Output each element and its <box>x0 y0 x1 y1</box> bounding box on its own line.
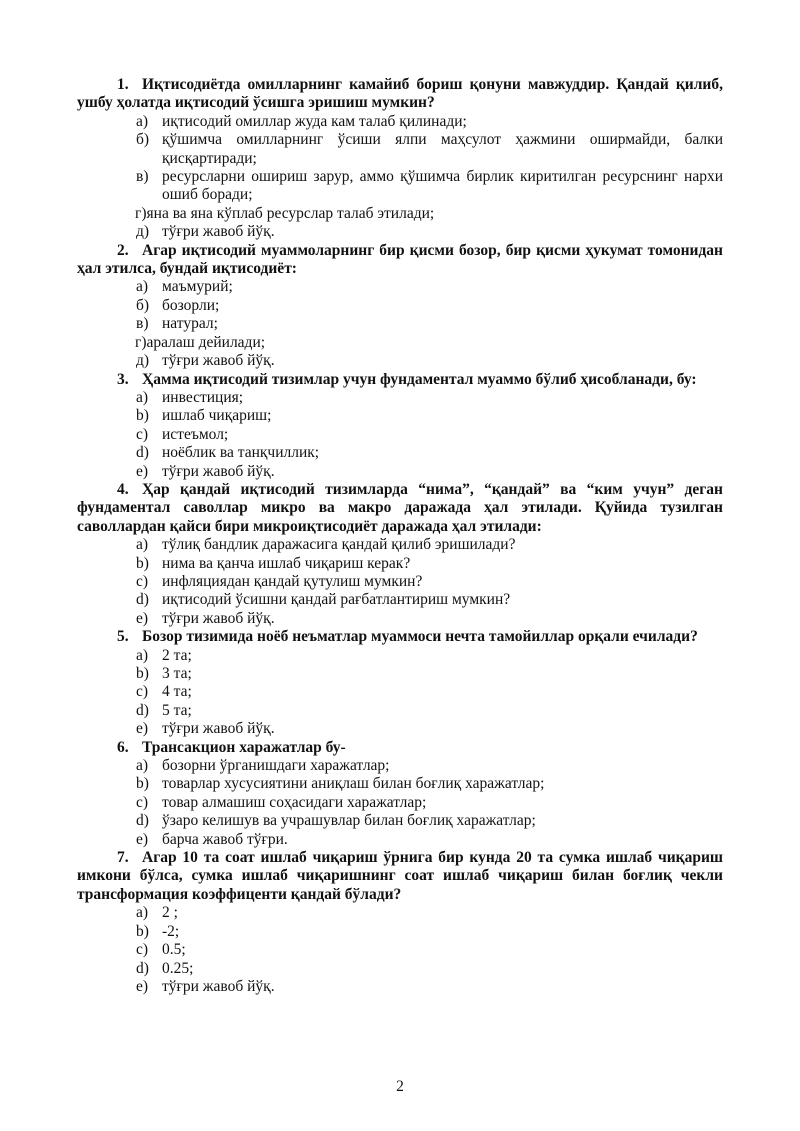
question-body: Ҳар қандай иқтисодий тизимларда “нима”, “қандай” ва “ким учун” деган фундаментал саволлар микро ва макро даражада ҳал этилади. Қуйида тузилган саволлардан қайси бири микроиқтисодиёт даражада ҳал этилади: <box>77 480 723 535</box>
answer-option <box>77 720 723 738</box>
answer-option <box>77 831 723 849</box>
question-block <box>77 242 723 371</box>
option-marker: d) <box>136 812 149 830</box>
question-number: 2. <box>117 241 129 259</box>
option-marker: a) <box>136 757 149 775</box>
option-text: маъмурий; <box>162 278 233 296</box>
answer-option <box>77 794 723 812</box>
answer-option <box>77 702 723 720</box>
option-text: тўлиқ бандлик даражасига қандай қилиб эришилади? <box>162 536 516 554</box>
option-marker: a) <box>136 536 149 554</box>
question-text <box>77 481 723 536</box>
question-block <box>77 481 723 628</box>
answer-option <box>77 647 723 665</box>
answer-option <box>77 131 723 168</box>
option-text: товар алмашиш соҳасидаги харажатлар; <box>162 793 427 811</box>
option-text: бозорни ўрганишдаги харажатлар; <box>162 757 390 775</box>
page-number: 2 <box>396 1078 404 1095</box>
option-marker: b) <box>136 775 149 793</box>
option-marker: b) <box>136 554 149 572</box>
answer-options <box>77 647 723 739</box>
question-body: Агар иқтисодий муаммоларнинг бир қисми бозор, бир қисми ҳукумат томонидан ҳал этилса, бундай иқтисодиёт: <box>77 241 723 278</box>
option-marker: c) <box>136 572 149 590</box>
option-text: 0.25; <box>162 959 194 977</box>
option-text: истеъмол; <box>162 425 229 443</box>
option-text: инфляциядан қандай қутулиш мумкин? <box>162 572 423 590</box>
option-marker: а) <box>136 278 149 296</box>
option-text: тўғри жавоб йўқ. <box>162 352 275 370</box>
answer-option <box>77 444 723 462</box>
option-marker: д) <box>136 352 150 370</box>
answer-option <box>77 278 723 296</box>
answer-option <box>77 426 723 444</box>
answer-options <box>77 757 723 849</box>
option-marker: c) <box>136 425 149 443</box>
answer-option <box>77 610 723 628</box>
question-number: 3. <box>117 370 129 388</box>
option-text: иқтисодий омиллар жуда кам талаб қилинади; <box>162 112 467 130</box>
option-marker: e) <box>136 977 149 995</box>
answer-option <box>77 573 723 591</box>
question-number: 5. <box>117 628 129 646</box>
answer-option <box>77 665 723 683</box>
answer-option <box>77 334 723 352</box>
answer-option <box>77 463 723 481</box>
answer-option <box>77 960 723 978</box>
option-text: 5 та; <box>162 701 192 719</box>
question-number: 7. <box>117 849 129 867</box>
option-marker: d) <box>136 444 149 462</box>
question-number: 6. <box>117 738 129 756</box>
answer-option <box>77 407 723 425</box>
question-body: Агар 10 та соат ишлаб чиқариш ўрнига бир кунда 20 та сумка ишлаб чиқариш имкони бўлса, сумка ишлаб чиқаришнинг соат ишлаб чиқариш билан боғлиқ чекли трансформация коэффиценти қандай бўлади? <box>77 849 723 903</box>
option-marker: b) <box>136 407 149 425</box>
option-marker: в) <box>136 315 149 333</box>
option-text: инвестиция; <box>162 388 244 406</box>
option-text: нима ва қанча ишлаб чиқариш керак? <box>162 554 411 572</box>
option-text: 0.5; <box>162 941 186 959</box>
answer-option <box>77 591 723 609</box>
question-number: 4. <box>117 480 129 498</box>
option-marker: e) <box>136 830 149 848</box>
answer-option <box>77 536 723 554</box>
option-marker: e) <box>136 609 149 627</box>
answer-option <box>77 297 723 315</box>
answer-option <box>77 389 723 407</box>
question-text <box>77 628 723 646</box>
question-block <box>77 371 723 481</box>
answer-option <box>77 923 723 941</box>
answer-option <box>77 315 723 333</box>
option-marker: d) <box>136 701 149 719</box>
answer-option <box>77 757 723 775</box>
answer-option <box>77 683 723 701</box>
option-text: -2; <box>162 922 180 940</box>
answer-option <box>77 978 723 996</box>
question-body: Иқтисодиётда омилларнинг камайиб бориш қонуни мавжуддир. Қандай қилиб, ушбу ҳолатда иқтисодий ўсишга эришиш мумкин? <box>77 76 723 112</box>
answer-options <box>77 389 723 481</box>
answer-option <box>77 205 723 223</box>
option-text: г)яна ва яна кўплаб ресурслар талаб этилади; <box>135 204 435 222</box>
question-text <box>77 739 723 757</box>
option-marker: б) <box>136 131 150 149</box>
answer-options <box>77 113 723 242</box>
option-marker: d) <box>136 591 149 609</box>
answer-option <box>77 352 723 370</box>
option-text: ресурсларни ошириш зарур, аммо қўшимча бирлик киритилган ресурснинг нархи ошиб боради; <box>162 168 723 204</box>
option-marker: b) <box>136 665 149 682</box>
option-text: тўғри жавоб йўқ. <box>162 720 275 738</box>
option-text: қўшимча омилларнинг ўсиши ялпи маҳсулот ҳажмини оширмайди, балки қисқартиради; <box>162 131 723 167</box>
question-text <box>77 76 723 113</box>
question-block <box>77 628 723 738</box>
answer-option <box>77 168 723 205</box>
option-marker: e) <box>136 720 149 738</box>
option-marker: a) <box>136 388 149 406</box>
option-text: ишлаб чиқариш; <box>162 407 272 425</box>
question-body: Ҳамма иқтисодий тизимлар учун фундаментал муаммо бўлиб ҳисобланади, бу: <box>142 370 697 388</box>
answer-option <box>77 812 723 830</box>
option-text: 2 ; <box>162 904 178 922</box>
option-marker: д) <box>136 223 150 241</box>
answer-option <box>77 555 723 573</box>
option-text: тўғри жавоб йўқ. <box>162 462 275 480</box>
question-block <box>77 76 723 242</box>
option-marker: c) <box>136 941 149 959</box>
question-text <box>77 849 723 904</box>
question-text <box>77 242 723 279</box>
answer-option <box>77 113 723 131</box>
question-block <box>77 739 723 849</box>
question-text <box>77 371 723 389</box>
question-number: 1. <box>117 76 129 93</box>
answer-option <box>77 941 723 959</box>
option-text: натурал; <box>162 315 218 333</box>
option-text: бозорли; <box>162 296 220 314</box>
answer-options <box>77 278 723 370</box>
option-text: тўғри жавоб йўқ. <box>162 977 275 995</box>
option-text: тўғри жавоб йўқ. <box>162 223 275 241</box>
option-marker: a) <box>136 646 149 664</box>
option-text: г)аралаш дейилади; <box>135 333 266 351</box>
option-marker: а) <box>136 112 149 130</box>
answer-option <box>77 775 723 793</box>
question-body: Трансакцион харажатлар бу- <box>142 738 346 756</box>
option-text: 2 та; <box>162 646 192 664</box>
answer-options <box>77 904 723 996</box>
option-text: иқтисодий ўсишни қандай рағбатлантириш мумкин? <box>162 591 511 609</box>
answer-option <box>77 904 723 922</box>
option-text: тўғри жавоб йўқ. <box>162 609 275 627</box>
option-text: ўзаро келишув ва учрашувлар билан боғлиқ харажатлар; <box>162 812 536 830</box>
question-block <box>77 849 723 996</box>
option-marker: c) <box>136 793 149 811</box>
option-marker: c) <box>136 683 149 701</box>
option-marker: a) <box>136 904 149 922</box>
option-marker: b) <box>136 922 149 940</box>
question-body: Бозор тизимида ноёб неъматлар муаммоси нечта тамойиллар орқали ечилади? <box>142 628 698 646</box>
option-text: барча жавоб тўғри. <box>162 830 288 848</box>
option-marker: б) <box>136 296 150 314</box>
option-marker: в) <box>136 168 149 186</box>
option-marker: d) <box>136 959 149 977</box>
option-text: ноёблик ва танқчиллик; <box>162 444 320 462</box>
answer-option <box>77 223 723 241</box>
option-text: 3 та; <box>162 665 192 682</box>
option-marker: e) <box>136 462 149 480</box>
answer-options <box>77 536 723 628</box>
document-page <box>77 76 723 996</box>
option-text: 4 та; <box>162 683 192 701</box>
option-text: товарлар хусусиятини аниқлаш билан боғлиқ харажатлар; <box>162 775 545 793</box>
